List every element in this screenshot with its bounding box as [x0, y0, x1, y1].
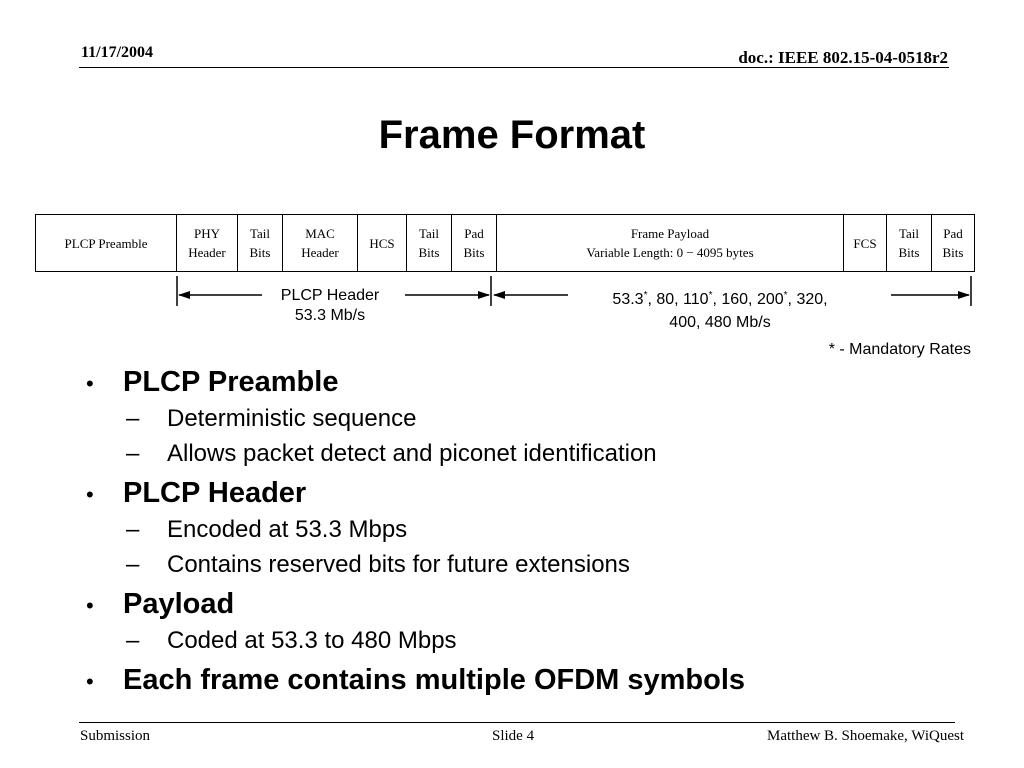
field-hcs-line: HCS	[369, 235, 395, 251]
mandatory-marker: *	[783, 290, 788, 301]
field-tail-bits-1-line: Tail	[249, 226, 271, 241]
sub-bullet-dash: –	[126, 551, 140, 578]
field-pad-bits-2-line: Pad	[943, 226, 963, 241]
plcp-header-rate: 53.3 Mb/s	[294, 307, 366, 324]
field-frame-payload-line: Variable Length: 0 − 4095 bytes	[586, 245, 754, 260]
field-tail-bits-3-line: Bits	[898, 245, 920, 260]
bullet-list	[82, 363, 982, 699]
rate-text: , 320,	[787, 291, 828, 308]
field-pad-bits-1-line: Pad	[464, 226, 484, 241]
field-tail-bits-3	[887, 215, 932, 271]
sub-bullet-dash: –	[126, 516, 140, 543]
sub-bullet-text: Coded at 53.3 to 480 Mbps	[167, 627, 457, 654]
bullet-text: PLCP Preamble	[123, 366, 339, 398]
bullet-text: Payload	[123, 588, 235, 620]
field-pad-bits-1	[452, 215, 497, 271]
sub-bullet-text: Allows packet detect and piconet identification	[167, 440, 657, 467]
sub-bullet-dash: –	[126, 405, 140, 432]
field-fcs-line: FCS	[853, 235, 877, 251]
field-mac-header-line: MAC	[305, 226, 335, 241]
field-frame-payload-line: Frame Payload	[630, 226, 710, 241]
mandatory-marker: *	[643, 290, 648, 301]
mandatory-rates-note: * - Mandatory Rates	[828, 341, 971, 358]
rate-text: , 80, 110	[647, 291, 709, 308]
footer-slide-number: Slide 4	[492, 728, 535, 744]
field-mac-header	[283, 215, 358, 271]
sub-bullet-item	[82, 623, 982, 658]
sub-bullet-text: Encoded at 53.3 Mbps	[167, 516, 408, 543]
bullet-dot: •	[86, 593, 94, 618]
field-tail-bits-3-line: Tail	[898, 226, 920, 241]
slide-title: Frame Format	[378, 113, 646, 157]
sub-bullet-text: Contains reserved bits for future extensions	[167, 551, 630, 578]
field-plcp-preamble	[36, 215, 177, 271]
field-tail-bits-2-line: Bits	[418, 245, 440, 260]
field-hcs	[358, 215, 407, 271]
field-fcs	[844, 215, 887, 271]
field-phy-header	[177, 215, 238, 271]
rate-text: , 160, 200	[712, 291, 784, 308]
footer-submission: Submission	[80, 728, 151, 744]
sub-bullet-text: Deterministic sequence	[167, 405, 417, 432]
payload-span-right-arrowhead	[958, 291, 970, 299]
sub-bullet-dash: –	[126, 627, 140, 654]
footer-divider	[79, 722, 955, 723]
payload-span-left-arrowhead	[493, 291, 505, 299]
header-date: 11/17/2004	[81, 44, 154, 61]
field-pad-bits-2-line: Bits	[942, 245, 964, 260]
mandatory-marker: *	[708, 290, 713, 301]
sub-bullet-item	[82, 547, 982, 582]
field-pad-bits-1-line: Bits	[463, 245, 485, 260]
field-tail-bits-1	[238, 215, 283, 271]
payload-rates-line1	[560, 288, 880, 311]
bullet-item	[82, 585, 982, 623]
field-phy-header-line: PHY	[193, 226, 220, 241]
sub-bullet-dash: –	[126, 440, 140, 467]
field-pad-bits-2	[932, 215, 974, 271]
plcp-header-label: PLCP Header	[280, 287, 380, 304]
header-doc-id: doc.: IEEE 802.15-04-0518r2	[738, 48, 948, 67]
plcp-header-span-label	[230, 286, 430, 326]
field-plcp-preamble-line: PLCP Preamble	[64, 235, 148, 251]
field-frame-payload	[497, 215, 844, 271]
payload-rates-label	[560, 288, 880, 334]
sub-bullet-item	[82, 436, 982, 471]
field-tail-bits-2	[407, 215, 452, 271]
field-phy-header-line: Header	[188, 245, 226, 260]
bullet-dot: •	[86, 482, 94, 507]
sub-bullet-item	[82, 512, 982, 547]
bullet-text: PLCP Header	[123, 477, 307, 509]
bullet-text: Each frame contains multiple OFDM symbols	[123, 664, 746, 696]
plcp-span-right-arrowhead	[478, 291, 490, 299]
bullet-item	[82, 474, 982, 512]
rate-text: 53.3	[612, 291, 644, 308]
payload-rates-line2: 400, 480 Mb/s	[669, 314, 771, 331]
plcp-span-left-arrowhead	[178, 291, 190, 299]
sub-bullet-item	[82, 401, 982, 436]
bullet-dot: •	[86, 371, 94, 396]
bullet-dot: •	[86, 669, 94, 694]
field-tail-bits-2-line: Tail	[418, 226, 440, 241]
header-divider	[79, 67, 949, 68]
footer-author: Matthew B. Shoemake, WiQuest	[766, 728, 964, 744]
field-mac-header-line: Header	[301, 245, 339, 260]
field-tail-bits-1-line: Bits	[249, 245, 271, 260]
bullet-item	[82, 363, 982, 401]
bullet-item	[82, 661, 982, 699]
frame-format-diagram	[35, 214, 975, 272]
